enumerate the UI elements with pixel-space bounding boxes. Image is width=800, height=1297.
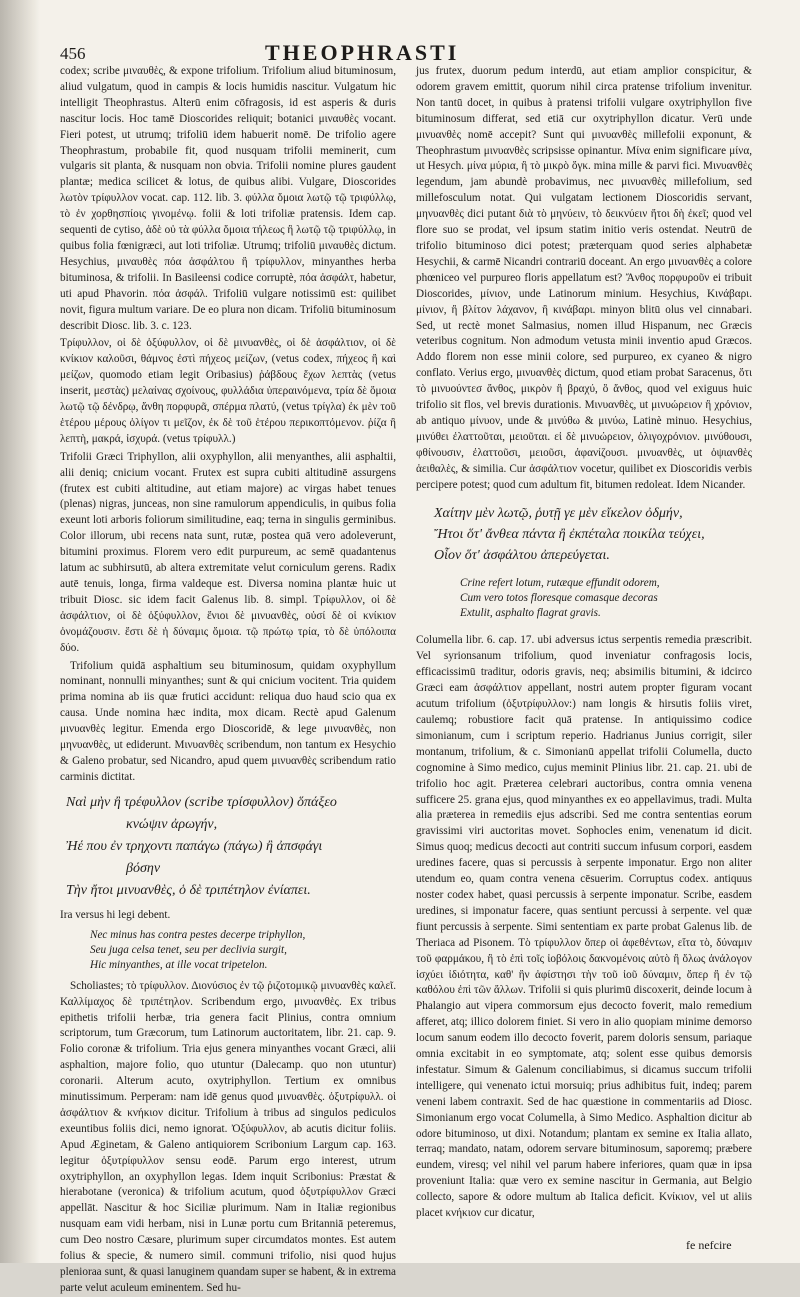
verse-line: Seu juga celsa tenet, seu per declivia surgit, [90,943,287,956]
right-column [416,64,752,1254]
running-title: THEOPHRASTI [265,40,460,65]
left-paragraph: Scholiastes; τὸ τρίφυλλον. Διονύσιος ἐν τῷ ῥιζοτομικῷ μινυανθὲς καλεῖ. Καλλίμαχος δὲ τριπέτηλον. Scribendum ergo, μινυανθὲς. Ex tribus epithetis trifolii herbæ, tria genera facit Plinius, contra omnium scriptorum, tum Græcorum, tum Latinorum auctoritatem, libr. 21. cap. 9. Folio coronæ & trifolium. Tria ejus genera minyanthes vocant Græci, alii asphaltion, majore folio, quo utuntur (Dalecamp. quo non utuntur) coronarii. Alterum acuto, oxytriphyllon. Tertium ex omnibus minutissimum. Perperam: nam idē genus quod μινυανθὲς. ὀξυτρίφυλλ. οἱ ἀσφάλτιον & κνήκιον dicitur. Trifolium à tribus ad singulos pediculos exeuntibus foliis dici, nemo ignorat. Ὀξύφυλλον, ab acutis dicitur foliis. Apud Æginetam, & Galeno antiquiorem Scribonium Largum cap. 163. legitur ὀξυτρίφυλλον sensu eodē. Parum ergo interest, utrum oxytriphyllon, an oxyphyllon legas. Idem inquit Scribonius: Præstat & hierabotane (veronica) & trifolium acutum, quod ὀξυτρίφυλλον Græci appellāt. Nascitur & hoc Siciliæ plurimum. Nam in Italiæ regionibus nusquam eam vidi herbam, nisi in Lunæ portu cum Britanniā peteremus, cum Deo nostro Cæsare, plurimum super circumdatos montes. Est autem folius & specie, & numero simil. communi trifolio, nisi quod hujus plenioraa sunt, & quasi lanuginem quandam super se habent, & in extrema parte velut aculeum eminentem. Sed hu- [60,979,396,1294]
verse-line: κνώψιν ἀρωγήν, [126,816,218,832]
left-paragraph: Ira versus hi legi debent. [60,908,171,921]
greek-verse [66,792,396,902]
page-number: 456 [60,44,86,63]
verse-line: βόσην [126,860,161,876]
verse-line: Ἤτοι ὅτ' ἄνθεα πάντα ἢ ἐκπέταλα ποικίλα τεύχει, [434,527,705,543]
verse-line: Χαίτην μὲν λωτῷ, ῥυτῇ γε μὲν εἴκελον ὀδμήν, [434,506,683,522]
left-paragraph: Trifolium quidā asphaltium seu bituminosum, quidam oxyphyllum nominant, nonnulli minyanthes; sunt & qui cnicium vocitent. Tria quidem prima nomina ab iis quæ frutici accidunt: reliqua duo haud scio qua ex causa. Unde nomina hæc indita, mox dicam. Rectè apud Galenum μινυανθὲς legitur. Emenda ergo Dioscoridē, & lege μινυανθὲς, non μηνυανθὲς, ut ediderunt. Μινυανθὲς scribendum, non tantum ex Hesychio & Galeno probatur, sed Nicandro, apud quem μινυανθὲς scribendum ratio carminis dictitat. [60,659,396,783]
verse-line: Ναὶ μὴν ἢ τρέφυλλον (scribe τρίσφυλλον) ὅπάξεο [66,794,337,810]
verse-line: Τὴν ἤτοι μινυανθὲς, ὁ δὲ τριπέτηλον ἐνίαπει. [66,882,311,898]
catchword: fe nefcire [686,1238,732,1252]
left-paragraph: Τρίφυλλον, οἱ δὲ ὀξύφυλλον, οἱ δὲ μινυανθὲς, οἱ δὲ ἀσφάλτιον, οἱ δὲ κνίκιον καλοῦσι, θάμνος ἐστὶ πήχεος μείζων, (vetus codex, πήχεος ἢ καὶ μείζων, quomodo etiam legit Oribasius) ῥάβδους ἔχων λεπτὰς (vetus inserit, μεστὰς) μελαίνας σχοίνους, φυλλάδια ὑπεραινόμενα, τρία δὲ ὅμοια λωτῷ τῷ δένδρῳ, ἄνθη πορφυρᾶ, σπέρμα πλατύ, (vetus τρίγλα) ἐκ μὲν τοῦ ἑτέρου μέρους ὀλίγον τι μεῖζον, ἐκ δὲ τοῦ ἑτέρου περικοπτόμενον. ῥίζα ἢ λεπτὴ, μακρά, ἰσχυρά. (vetus τρίφυλλ.) [60,337,396,445]
verse-line: Cum vero totos floresque comasque decoras [460,592,658,605]
right-paragraph: Columella libr. 6. cap. 17. ubi adversus ictus serpentis remedia præscribit. Vel syrionsanum trifolium, quod inveniatur confragosis locis, efficacissimū traditur, odoris gravis, neq; absimilis bitumini, & idcirco Græci eam ἀσφάλτιον appellant, nostri autem propter figuram vocant acutum trifolium (ὀξυτρίφυλλον:) nam longis & hirsutis foliis viret, caulemq; robustiore facit quā pratense. In antiquissimo codice simonianum, cum i scriptum reperio. Hadrianus Junius corrigit, siler montanum, trifolium, & c. Simonianū appellat trifolii Columella, ducto cognomine à Simo medico, cujus meminit Plinius libr. 21. cap. 21. ubi de trifolio hoc agit. Præterea celebrari auctoribus, contra omnia venena sufficere 25. grana ejus, quod minyanthes ex eo appellavimus, tradi. Multa alia præterea in remediis ejus adscribi. Sed me contra sententias eorum gravissimi viri auctoritas movet. Sophocles enim, venenatum id dicit. Simus quoq; medicus decocti aut contriti succum infusum corpori, easdem uredines facere, quas si percussis à serpente imponatur. Ergo non aliter utendum eo, quam contra venena cēsuerim. Corruptus codex. antiquus noster codex habet, quasi percussis à serpente imponatur. Scribe, easdem uredines, si imponatur facere, quas sentiunt percussi à serpente. vel quæ fiunt percussis à serpente. Simi sententiam ex parte probat Galenus lib. de Theriaca ad Pisonem. Τὸ τρίφυλλον ὅπερ οἱ ἀφεθέντων, εἴτα τὸ, δύναμιν τοῦ φαρμάκου, ἢ τὸ ἐπὶ τοῖς ἰοβόλοις δακνομένοις αὐτὸ ἢ ὅλως ἀνάλογον ἰσχύει ἰδιότητα, καθ' ἣν ἀφίστησι τὴν τοῦ ἰοῦ δύναμιν, ὅπερ ἢ ἐν τῷ καθόλου ἐπὶ τῶν ἄλλων. Trifolii si quis plurimū discoxerit, deinde locum à Phalangio aut vipera commorsum ejus decocto foverit, malo remedium afferet, atq; illico dolorem finiet. Si vero in alio quopiam minime demorso locum sanum eodem illo decocto foverit, parem doloris sensum, pariaque omnia excitabit in eo symptomate, atq; solent esse quibus demorsis infestatur. Simum & Galenum conciliabimus, si dicamus succum trifolii intelligere, qui venenato ictui morsuiq; prius adhibitus fuit, indeq; parem veneni labem contraxit. Sed de hac quæstione in commentariis ad Diosc. Simonianum ergo vocat Columella, à Simo Medico. Asphaltion dicitur ab odore bituminoso, ut dixi. Notandum; plantam ex semine ex Italia allato, terraq; mandato, natam, odorem servare bituminosum, saporemq; præbere eundem, viresq; vel nihil vel parum habere inferiores, quam quæ in ipsa proveniunt Italia: quæ vero ex semine nascitur in Germania, aut Belgio collecto, sapore & odore multum ab Italica deficit. Κνίκιον, vel ut aliis placet κνήκιον cur dicatur, [416,634,752,1220]
left-column [60,64,396,1294]
verse-line: Crine refert lotum, rutæque effundit odorem, [460,577,660,590]
verse-line: Ἠέ που ἐν τρηχοντι παπάγω (πάγω) ἢ ἀπσφάγι [66,838,323,854]
binding-gutter [0,0,40,1263]
greek-verse [434,503,752,566]
latin-verse [90,928,396,973]
verse-line: Extulit, asphalto flagrat gravis. [460,607,601,620]
left-paragraph: codex; scribe μιναυθὲς, & expone trifolium. Trifolium aliud bituminosum, aliud vulgatum, quod in campis & locis humidis nascitur. Vulgatum hic intelligit Theophrastus. Alterū enim cōfragosis, id est asperis & duris nascitur locis. Hoc tamē Dioscorides reliquit; botanici μιναυθὲς vocant. Fieri potest, ut utrumq; trifoliū idem habuerit nomē. De trifolio agere Theophrastum, probabile fit, quod nusquam trifolii meminerit, cum vulgaris sit planta, & nusquam non obvia. Trifolii nomine plures gaudent plantæ; medica scilicet & lotus, de quibus alibi. Vulgare, Dioscorides λωτὸν τρίφυλλον vocat. cap. 112. lib. 3. φύλλα ὅμοια λωτῷ τῷ τριφύλλῳ, τὸ ἐν χορθησπίοις γινομένῳ. folii & loti trifoliæ pratensis. Idem cap. sequenti de cytiso, ἀδὲ οὐ τὰ φύλλα ὅμοια τήλεως ἢ λωτῷ τῷ τριφύλλῳ, in quibus folia fœnigræci, aut loti trifoliæ. Utrumq; trifoliū μιναυθὲς dictum. Hesychius, μιναυθὲς πόα ἀσφάλτου ἢ τρίφυλλον, minyanthes herba bituminosa, & trifolii. In Basileensi codice corruptè, πόα ἀσφάλτ, habetur, uti apud Phavorin. πόα ἀσφάλ. Trifoliū vulgare notissimū est: quilibet novit, figura multum variare. De eo plura non dicam. Trifoliū bituminosum describit Diosc. lib. 3. c. 123. [60,65,396,332]
verse-line: Οἷον ὅτ' ἀσφάλτου ἀπερεύγεται. [434,548,610,564]
page-header [60,40,780,66]
right-paragraph: jus frutex, duorum pedum interdū, aut etiam amplior conspicitur, & odorem gravem emittit, quorum nihil circa pratense trifolium invenitur. Non tantū docet, in quibus à pratensi trifolii vulgare oxytriphyllon five bituminosum differat, sed etiā cur oxytriphyllon dicatur. Verū unde μινυανθὲς nomē accepit? Sunt qui μινυανθὲς millefolii exponunt, & Theophrastum μινυανθὲς scripsisse opinantur. Μίνα enim significare μίνα, ut Hesych. μίνα μύρια, ἢ τὸ μικρὸ ὄγκ. mina mille & parvi fici. Μινυανθὲς legendum, jam abundè probavimus, nec μινυανθὲς millefolium, sed millefosculum notat. Qui vulgatam lectionem Dioscoridis servant, μηνυανθὲς dici putant διὰ τὸ μηνύειν, τὸ δεικνύειν ἤτοι δὴ ἐκεῖ; quod vel flore suo se prodat, vel ipsum statim initio veris ostendat. Neutrū de trifolio bituminoso dici potest; præterquam quod series alphabetæ Hesychii, & carmē Nicandri contrariū doceant. An ergo μινυανθὲς a colore phœniceo vel purpureo floris appellatum est? Ἄνθος πορφυροῦν ei tribuit Dioscorides, μίνιον, unde Latinorum minium. Hesychius, Κινάβαρι. μίνιον, ἢ βλίτον λάχανον, ἢ κινάβαρι. minyon blitū olus vel cinnabari. Sed, ut rectè monet Salmasius, nomen illud Hispanum, nec Græcis veteribus cognitum. Non admodum vetusta minii inventio apud Græcos. Addo florem non esse minii colore, sed purpureo, ex cyaneo & nigro conflato. Verius ergo, μινυανθὲς dictum, quod etiam probat Saracenus, ὅτι τὸ μινυούντεσ ἄνθος, μικρὸν ἢ βραχύ, ὃ ἄνθος, quod vel exiguus huic trifolio sit flos, vel brevis durationis. Μινυανθὲς, ut μινυώρειον ἢ χρόνιον, ab antiquo μίνυον, unde & μινύθω & μινύω, Latinè minuo. Hesychius, μινύθει ἐλαττοῦται, μειοῦται. εἰ δὲ μινυώρειον, ὀλιγοχρόνιον. μινύθουσι, φθίνουσιν, ἐλαττοῦσι, μειοῦσι, ἀφανίζουσι. μινυανθὲς, ut ὀψιανθὲς ἀειθαλὲς, & similia. Cur ἀσφάλτιον vocetur, quilibet ex Dioscoridis verbis percipere potest; quod cum adultum fit, bitumen redoleat. Idem Nicander. [416,65,752,491]
verse-line: Hic minyanthes, at ille vocat tripetelon. [90,958,268,971]
verse-line: Nec minus has contra pestes decerpe triphyllon, [90,928,306,941]
latin-verse [460,576,752,621]
left-paragraph: Trifolii Græci Triphyllon, alii oxyphyllon, alii menyanthes, alii asphaltii, alii deniq; cnicium vocant. Frutex est supra cubiti altitudinē assurgens (frutex est cubiti altitudine, aut etiam majore) ac virgas habet tenues (plenas) nigras, junceas, non sine ramulorum appendiculis, in quibus folia exeunt loti arboris foliorum similitudine, eaq; terna in singulis germinibus. Color illorum, ubi recens nata sunt, rutæ, postea quā vero adoleverunt, bitumini proximus. Florem vero edit purpureum, ac semē quadantenus latum ac subhirsutū, ab altera extremitate velut corniculum gerens. Radix autē tenuis, longa, firma valdeque est. Diversa nomina plantæ huic ut tribuit Diosc. sic idem facit Galenus lib. 8. simpl. Τρίφυλλον, οἱ δὲ ἀσφάλτιον, οἱ δὲ ὀξύφυλλον, ἔνιοι δὲ μινυανθὲς, οὐσί δὲ οἱ κνίκιον ὀνομάζουσιν. ἔστι δὲ ἡ δύναμις ὅμοια. τῷ πρώτῳ τρία, τὸ δὲ ὑπόλοιπα δύο. [60,450,396,654]
